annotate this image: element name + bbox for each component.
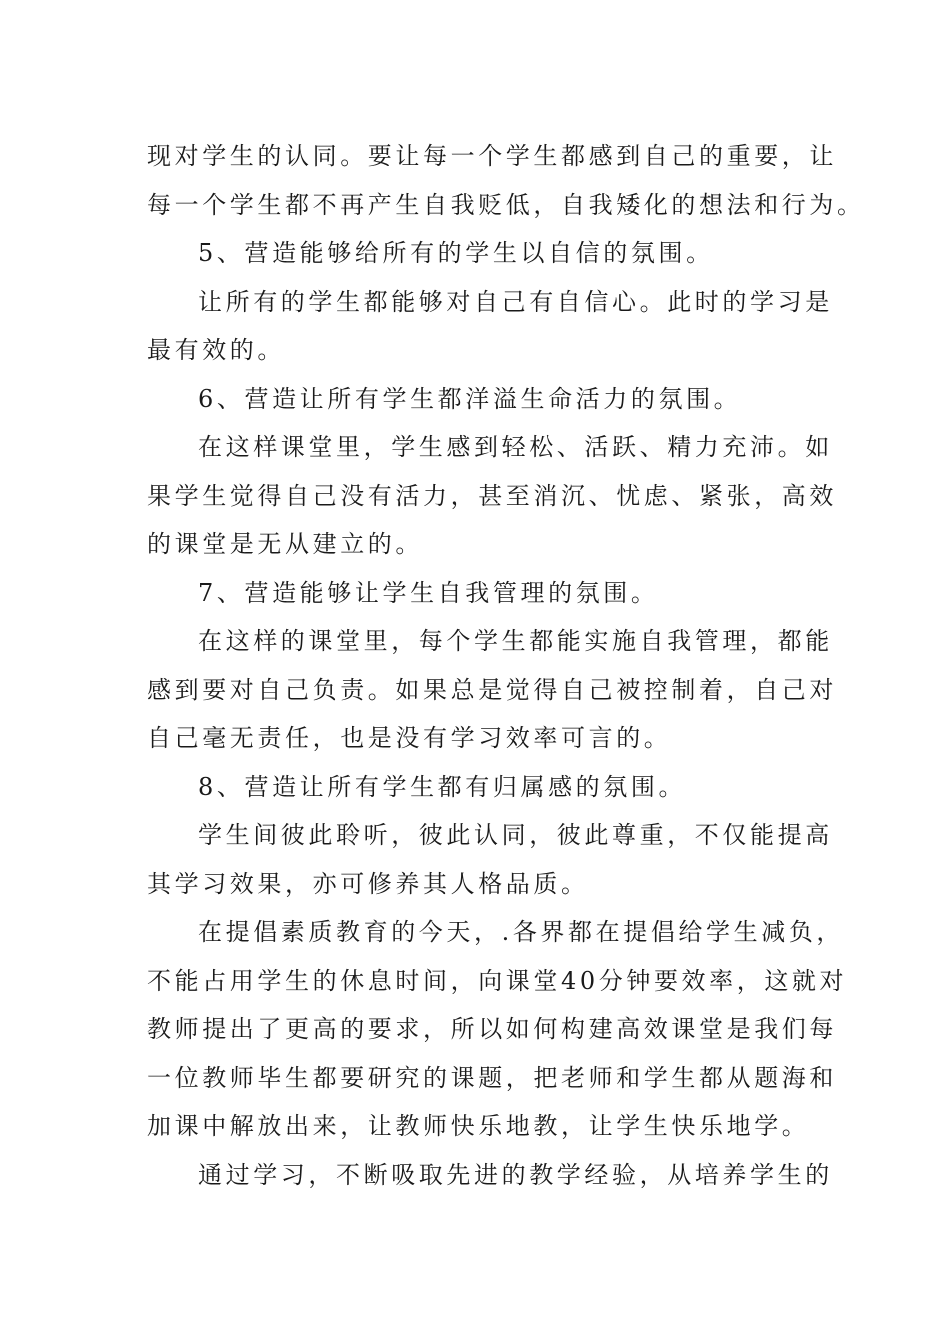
text-line: 每一个学生都不再产生自我贬低，自我矮化的想法和行为。: [147, 190, 865, 219]
text-line: 加课中解放出来，让教师快乐地教，让学生快乐地学。: [147, 1112, 810, 1140]
text-line: 一位教师毕生都要研究的课题，把老师和学生都从题海和: [147, 1063, 837, 1092]
section-heading-5: 5、营造能够给所有的学生以自信的氛围。: [198, 239, 714, 267]
section-heading-6: 6、营造让所有学生都洋溢生命活力的氛围。: [198, 384, 742, 413]
text-line: 在提倡素质教育的今天，.各界都在提倡给学生减负，: [198, 918, 845, 946]
text-line: 通过学习，不断吸取先进的教学经验，从培养学生的: [198, 1160, 833, 1189]
text-line: 教师提出了更高的要求，所以如何构建高效课堂是我们每: [147, 1015, 837, 1043]
text-line: 的课堂是无从建立的。: [147, 530, 423, 558]
text-line: 果学生觉得自己没有活力，甚至消沉、忧虑、紧张，高效: [147, 481, 837, 510]
text-line: 现对学生的认同。要让每一个学生都感到自己的重要，让: [147, 142, 837, 170]
text-line: 感到要对自己负责。如果总是觉得自己被控制着，自己对: [147, 675, 837, 704]
document-body: [147, 132, 865, 1199]
section-heading-7: 7、营造能够让学生自我管理的氛围。: [198, 578, 659, 607]
text-line: 其学习效果，亦可修养其人格品质。: [147, 869, 589, 898]
text-line: 最有效的。: [147, 336, 285, 364]
text-line: 不能占用学生的休息时间，向课堂40分钟要效率，这就对: [147, 966, 848, 995]
section-heading-8: 8、营造让所有学生都有归属感的氛围。: [198, 772, 687, 801]
text-line: 让所有的学生都能够对自己有自信心。此时的学习是: [198, 287, 833, 316]
text-line: 在这样的课堂里，每个学生都能实施自我管理，都能: [198, 627, 833, 655]
text-line: 在这样课堂里，学生感到轻松、活跃、精力充沛。如: [198, 433, 833, 461]
text-line: 学生间彼此聆听，彼此认同，彼此尊重，不仅能提高: [198, 821, 833, 849]
text-line: 自己毫无责任，也是没有学习效率可言的。: [147, 724, 672, 752]
